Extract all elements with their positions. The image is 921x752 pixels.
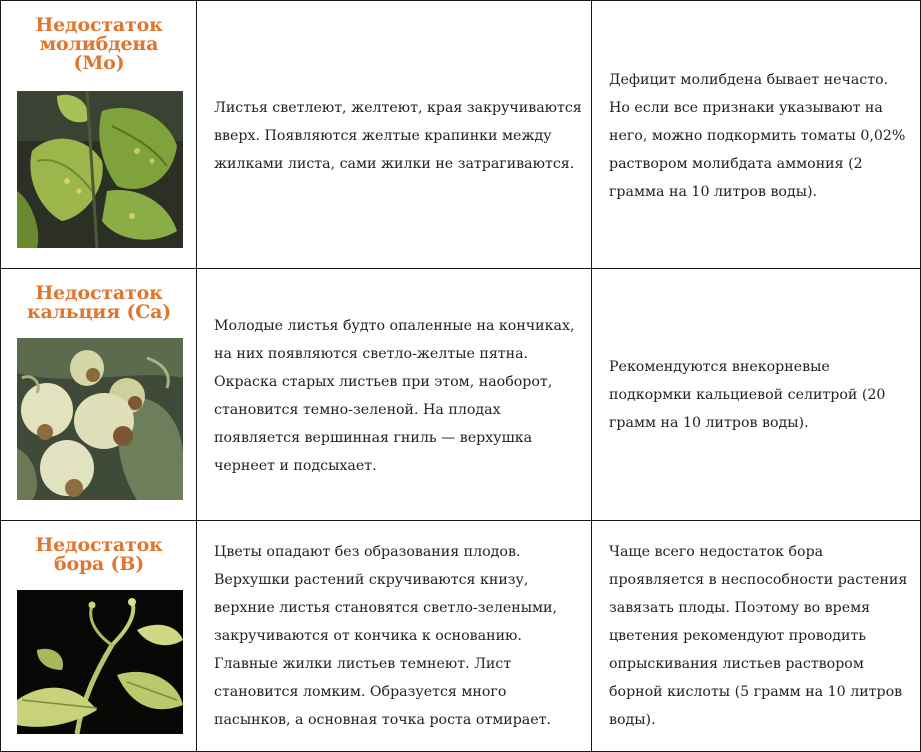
symptoms-calcium: Молодые листья будто опаленные на кончиках, на них появляются светло-желтые пятна. Окраска старых листьев при этом, наоборот, становится темно-зеленой. На плодах появляется вершинная гниль — верхушка чернеет и подсыхает. (214, 318, 575, 474)
symptoms-molybdenum: Листья светлеют, желтеют, края закручиваются вверх. Появляются желтые крапинки между жилками листа, сами жилки не затрагиваются. (214, 100, 582, 172)
column-divider (591, 0, 592, 752)
boron-plant-photo (17, 590, 183, 734)
row-divider (0, 268, 921, 269)
symptoms-boron: Цветы опадают без образования плодов. Верхушки растений скручиваются книзу, верхние листья становятся светло-зелеными, закручиваются от кончика к основанию. Главные жилки листьев темнеют. Лист становится ломким. Образуется много пасынков, а основная точка роста отмирает. (214, 544, 557, 728)
table-border-top (0, 0, 921, 1)
row-title-molybdenum: Недостаток молибдена (Mo) (35, 14, 163, 74)
row-title-boron: Недостаток бора (B) (35, 534, 163, 575)
column-divider (196, 0, 197, 752)
table-border-left (0, 0, 1, 752)
calcium-tomato-photo (17, 338, 183, 500)
row-title-calcium: Недостаток кальция (Ca) (26, 282, 172, 323)
remedy-calcium: Рекомендуются внекорневые подкормки кальциевой селитрой (20 грамм на 10 литров воды). (609, 359, 886, 431)
remedy-molybdenum: Дефицит молибдена бывает нечасто. Но если все признаки указывают на него, можно подкормить томаты 0,02% раствором молибдата аммония (2 грамма на 10 литров воды). (609, 72, 906, 200)
remedy-boron: Чаще всего недостаток бора проявляется в неспособности растения завязать плоды. Поэтому во время цветения рекомендуют проводить опрыскивания листьев раствором борной кислоты (5 грамм на 10 литров воды). (609, 544, 908, 728)
molybdenum-leaf-photo (17, 91, 183, 248)
row-divider (0, 520, 921, 521)
